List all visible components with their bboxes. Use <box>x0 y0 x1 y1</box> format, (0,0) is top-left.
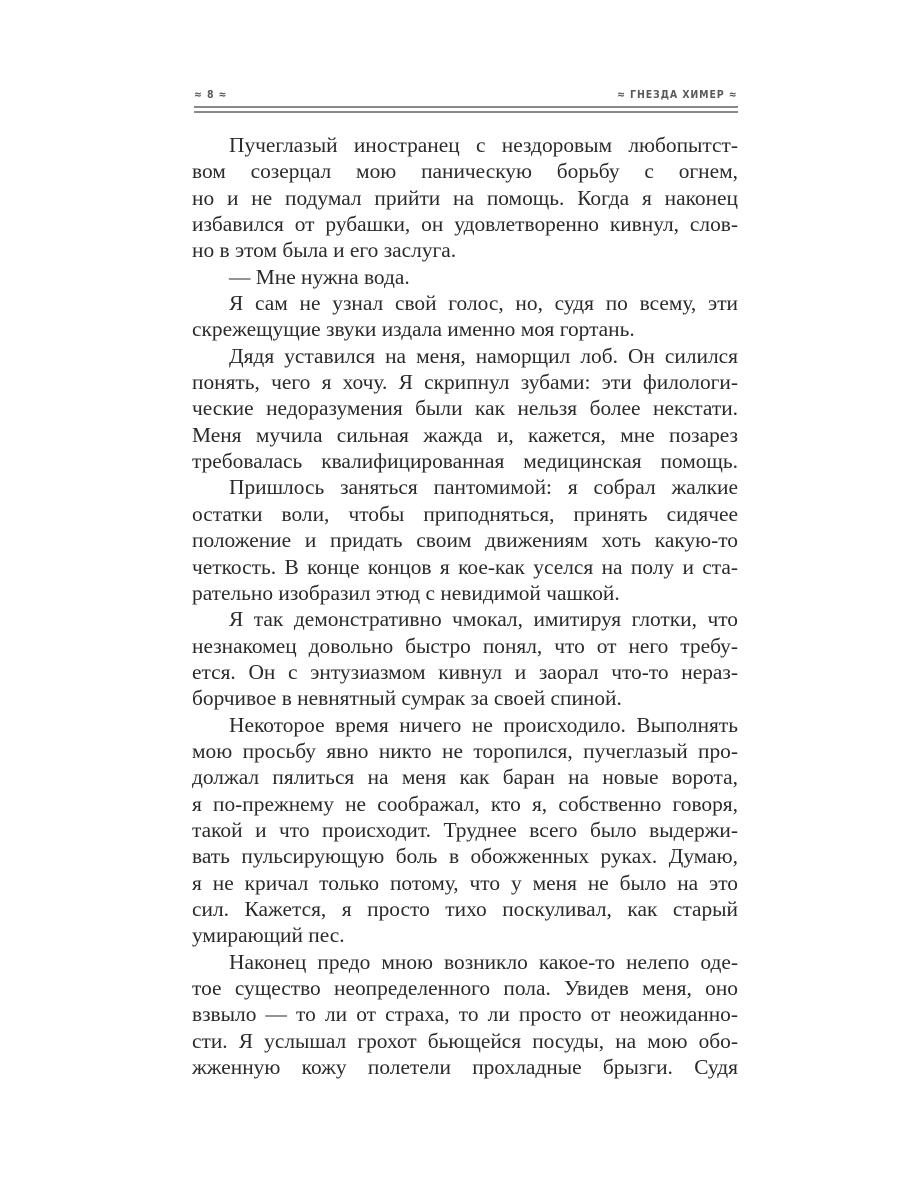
text-line: Меня мучила сильная жажда и, кажется, мне позарез <box>192 422 738 447</box>
text-line: я по-прежнему не соображал, кто я, собственно говоря, <box>192 791 738 816</box>
text-line: тое существо неопределенного пола. Увидев меня, оно <box>192 976 738 1000</box>
text-line: понять, чего я хочу. Я скрипнул зубами: эти филологи- <box>192 370 738 395</box>
text-line: требовалась квалифицированная медицинская помощь. <box>192 449 738 474</box>
text-line: вать пульсирующую боль в обожженных руках. Думаю, <box>192 844 738 869</box>
text-line: Пришлось заняться пантомимой: я собрал жалкие <box>229 475 738 500</box>
text-line: жженную кожу полетели прохладные брызги. Судя <box>192 1055 738 1080</box>
text-line: — Мне нужна вода. <box>229 264 410 289</box>
text-line: должал пялиться на меня как баран на новые ворота, <box>192 765 738 790</box>
header-rule-top <box>194 106 738 108</box>
text-line: четкость. В конце концов я кое-как уселся на полу и ста- <box>192 554 738 579</box>
text-line: рательно изобразил этюд с невидимой чашкой. <box>192 580 620 605</box>
text-line: Некоторое время ничего не происходило. Выполнять <box>229 712 738 737</box>
text-line: ется. Он с энтузиазмом кивнул и заорал что-то нераз- <box>192 659 738 684</box>
text-line: умирающий пес. <box>192 923 345 948</box>
text-line: Я сам не узнал свой голос, но, судя по всему, эти <box>229 291 738 316</box>
text-line: но в этом была и его заслуга. <box>192 238 457 263</box>
book-title-header: ≈ ГНЕЗДА ХИМЕР ≈ <box>617 88 738 101</box>
page-number: ≈ 8 ≈ <box>194 88 228 101</box>
text-line: незнакомец довольно быстро понял, что от него требу- <box>192 633 738 658</box>
text-line: скрежещущие звуки издала именно моя гортань. <box>192 317 635 342</box>
text-line: ческие недоразумения были как нельзя более некстати. <box>192 396 738 421</box>
text-line: мою просьбу явно никто не торопился, пучеглазый про- <box>192 738 738 763</box>
text-line: Дядя уставился на меня, наморщил лоб. Он силился <box>229 343 738 368</box>
text-line: Пучеглазый иностранец с нездоровым любопытст- <box>229 133 738 157</box>
text-line: взвыло — то ли от страха, то ли просто от неожиданно- <box>192 1002 738 1027</box>
text-line: избавился от рубашки, он удовлетворенно кивнул, слов- <box>192 212 738 237</box>
text-line: остатки воли, чтобы приподняться, принять сидячее <box>192 501 738 526</box>
text-line: Наконец предо мною возникло какое-то нелепо оде- <box>229 949 738 974</box>
text-line: сти. Я услышал грохот бьющейся посуды, на мою обо- <box>192 1028 738 1053</box>
text-line: такой и что происходит. Труднее всего было выдержи- <box>192 817 738 842</box>
text-line: борчивое в невнятный сумрак за своей спиной. <box>192 686 622 711</box>
body-text <box>192 132 738 1080</box>
running-head <box>194 86 738 104</box>
text-line: я не кричал только потому, что у меня не было на это <box>192 870 738 895</box>
text-line: Я так демонстративно чмокал, имитируя глотки, что <box>229 607 738 632</box>
text-line: положение и придать своим движениям хоть какую-то <box>192 528 738 553</box>
text-line: сил. Кажется, я просто тихо поскуливал, как старый <box>192 896 738 921</box>
header-rule-bottom <box>194 111 738 113</box>
text-line: вом созерцал мою паническую борьбу с огнем, <box>192 159 738 184</box>
text-line: но и не подумал прийти на помощь. Когда я наконец <box>192 185 738 210</box>
